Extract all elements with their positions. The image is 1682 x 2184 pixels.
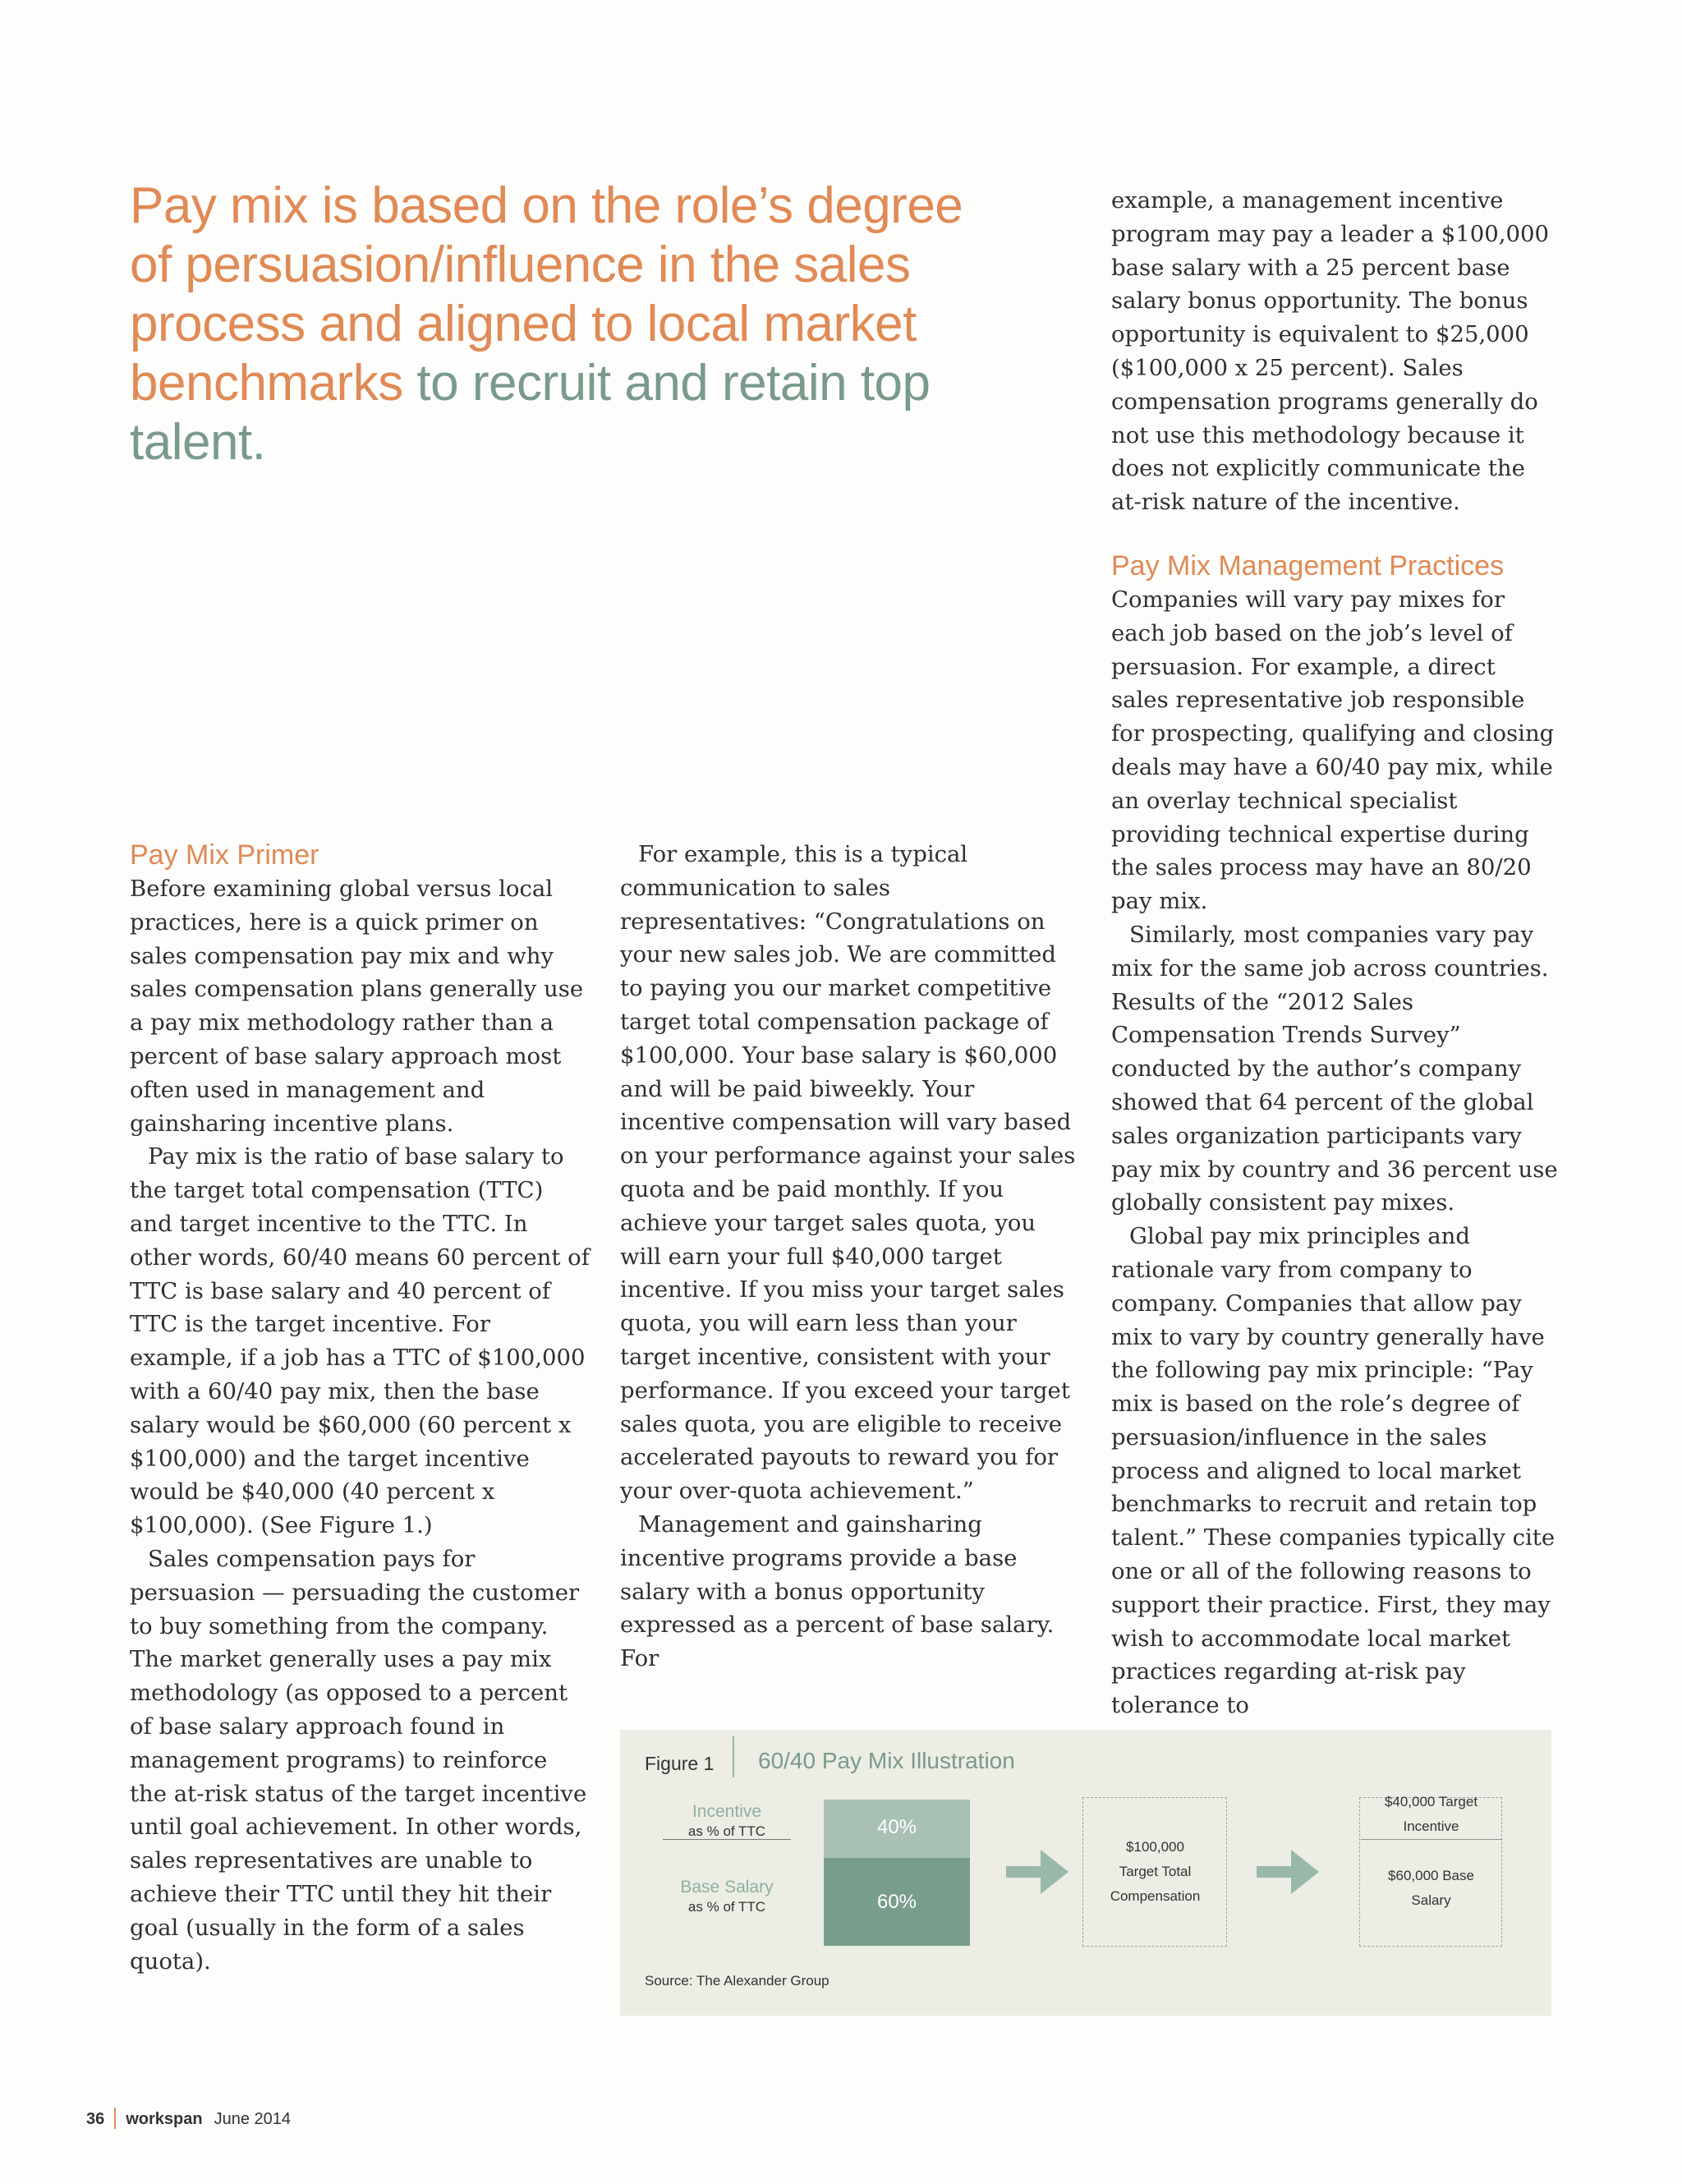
paragraph: Global pay mix principles and rationale vary from company to company. Companies that allow pay mix to vary by country generally have the following pay mix principle: “Pay mix is based on the role’s degree of persuasion/influence in the sales process and aligned to local market benchmarks to recruit and retain top talent.” These companies typically cite one or all of the following reasons to support their practice. First, they may wish to accommodate local market practices regarding at-risk pay tolerance to bbox=[1111, 1223, 1556, 1719]
arrow-right-icon bbox=[1006, 1843, 1072, 1901]
paragraph: Before examining global versus local practices, here is a quick primer on sales compensation pay mix and why sales compensation plans generally use a pay mix methodology rather than a percent of base salary approach most often used in management and gainsharing incentive plans. bbox=[130, 876, 584, 1137]
ttc-line-2: Target Total bbox=[1119, 1864, 1192, 1879]
figure-1 bbox=[620, 1730, 1551, 2016]
column-3 bbox=[1111, 184, 1559, 1722]
section-heading-pay-mix-management: Pay Mix Management Practices bbox=[1111, 549, 1505, 582]
figure-source: Source: The Alexander Group bbox=[645, 1973, 830, 1989]
page-footer bbox=[86, 2108, 291, 2129]
split-divider bbox=[1361, 1839, 1502, 1840]
base-salary-label: Base Salary bbox=[680, 1878, 774, 1897]
ttc-line-1: $100,000 bbox=[1126, 1839, 1184, 1855]
incentive-sub-label: as % of TTC bbox=[687, 1823, 766, 1839]
target-incentive-line-1: $40,000 Target bbox=[1384, 1794, 1478, 1809]
section-heading-pay-mix-primer: Pay Mix Primer bbox=[130, 839, 319, 871]
base-salary-sub-label: as % of TTC bbox=[687, 1899, 766, 1915]
figure-divider bbox=[733, 1736, 734, 1777]
issue-date: June 2014 bbox=[214, 2110, 292, 2128]
footer-divider bbox=[114, 2108, 116, 2129]
paragraph: example, a management incentive program may pay a leader a $100,000 base salary with a 25 percent base salary bonus opportunity. The bonus opportunity is equivalent to $25,000 ($100,000 x 25 percent). Sales compensation programs generally do not use this methodology because it does not explicitly communicate the at-risk nature of the incentive. bbox=[1111, 187, 1550, 516]
target-incentive-line-2: Incentive bbox=[1403, 1818, 1459, 1834]
paragraph: Similarly, most companies vary pay mix for the same job across countries. Results of the “2012 Sales Compensation Trends Survey” conducted by the author’s company showed that 64 percent of the global sales organization participants vary pay mix by country and 36 percent use globally consistent pay mixes. bbox=[1111, 921, 1558, 1216]
paragraph: For example, this is a typical communication to sales representatives: “Congratulations on your new sales job. We are committed to paying you our market competitive target total compensation package of $100,000. Your base salary is $60,000 and will be paid biweekly. Your incentive compensation will vary based on your performance against your sales quota and be paid monthly. If you achieve your target sales quota, you will earn your full $40,000 target incentive. If you miss your target sales quota, you will earn less than your target incentive, consistent with your performance. If you exceed your target sales quota, you are eligible to receive accelerated payouts to reward you for your over-quota achievement.” bbox=[620, 841, 1076, 1505]
paragraph: Pay mix is the ratio of base salary to the target total compensation (TTC) and target incentive to the TTC. In other words, 60/40 means 60 percent of TTC is base salary and 40 percent of TTC is the target incentive. For example, if a job has a TTC of $100,000 with a 60/40 pay mix, then the base salary would be $60,000 (60 percent x $100,000) and the target incentive would be $40,000 (40 percent x $100,000). (See Figure 1.) bbox=[130, 1143, 590, 1539]
base-salary-percent: 60% bbox=[876, 1891, 917, 1913]
paragraph: Companies will vary pay mixes for each job based on the job’s level of persuasion. For example, a direct sales representative job responsible for prospecting, qualifying and closing deals may have a 60/40 pay mix, while an overlay technical specialist providing technical expertise during the sales process may have an 80/20 pay mix. bbox=[1111, 586, 1555, 915]
pull-quote-orange: Pay mix is based on the role’s degree of persuasion/influence in the sales process and aligned to local market benchmarks bbox=[130, 177, 963, 412]
pull-quote-green: to recruit and retain top talent. bbox=[130, 355, 931, 471]
base-salary-bar bbox=[824, 1858, 970, 1946]
column-2 bbox=[620, 838, 1080, 1676]
incentive-percent: 40% bbox=[876, 1816, 917, 1838]
incentive-label: Incentive bbox=[692, 1802, 762, 1821]
magazine-name: workspan bbox=[126, 2110, 203, 2128]
arrow-right-icon bbox=[1257, 1843, 1322, 1901]
label-divider bbox=[663, 1839, 791, 1840]
page-number: 36 bbox=[86, 2110, 105, 2128]
figure-label: Figure 1 bbox=[645, 1753, 715, 1774]
ttc-line-3: Compensation bbox=[1110, 1888, 1201, 1904]
paragraph: Management and gainsharing incentive programs provide a base salary with a bonus opportunity expressed as a percent of base salary. For bbox=[620, 1510, 1055, 1672]
base-salary-line-2: Salary bbox=[1411, 1892, 1451, 1908]
paragraph: Sales compensation pays for persuasion — persuading the customer to buy something from the company. The market generally uses a pay mix methodology (as opposed to a percent of base salary approach found in management programs) to reinforce the at-risk status of the target incentive until goal achievement. In other words, sales representatives are unable to achieve their TTC until they hit their goal (usually in the form of a sales quota). bbox=[130, 1545, 587, 1975]
base-salary-line-1: $60,000 Base bbox=[1388, 1868, 1474, 1883]
figure-title: 60/40 Pay Mix Illustration bbox=[758, 1748, 1015, 1773]
pull-quote bbox=[130, 177, 992, 472]
incentive-bar bbox=[824, 1800, 970, 1858]
column-1 bbox=[130, 838, 590, 1978]
